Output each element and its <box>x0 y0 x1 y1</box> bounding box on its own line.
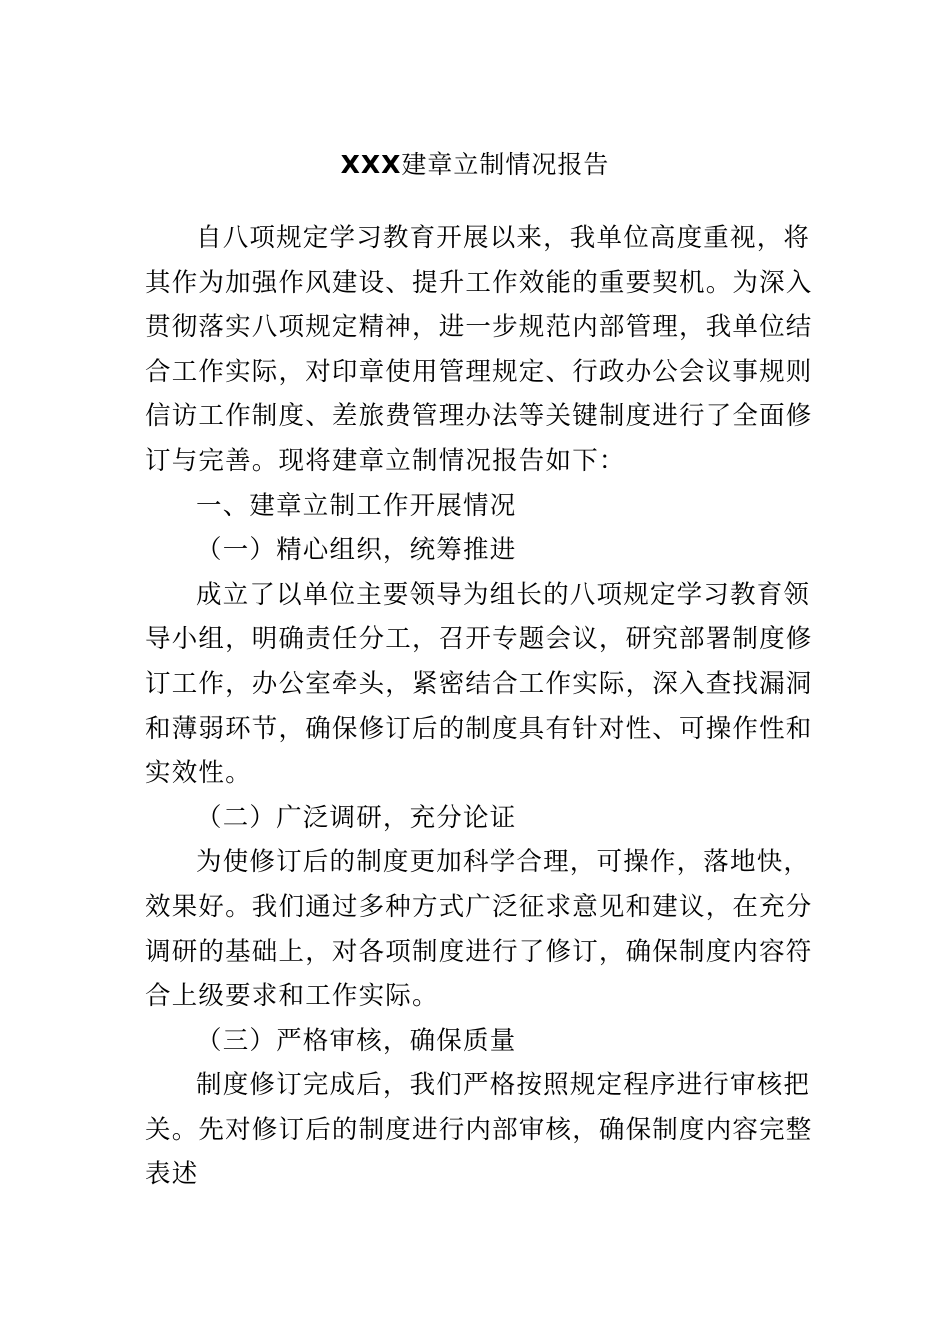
body-line: 自八项规定学习教育开展以来，我单位高度重视，将 <box>196 223 811 253</box>
body-line: 合工作实际，对印章使用管理规定、行政办公会议事规则 <box>145 356 813 387</box>
title-prefix: XXX <box>340 150 402 179</box>
body-line: 效果好。我们通过多种方式广泛征求意见和建议，在充分 <box>145 891 813 922</box>
body-line: 关。先对修订后的制度进行内部审核，确保制度内容完整 <box>145 1114 813 1145</box>
body-line: 实效性。 <box>145 758 252 789</box>
body-line: 其作为加强作风建设、提升工作效能的重要契机。为深入 <box>145 267 813 298</box>
body-line: 为使修订后的制度更加科学合理，可操作，落地快， <box>196 847 811 878</box>
body-line: 贯彻落实八项规定精神，进一步规范内部管理，我单位结 <box>145 312 813 343</box>
body-line: 和薄弱环节，确保修订后的制度具有针对性、可操作性和 <box>145 713 813 744</box>
body-line: （二）广泛调研，充分论证 <box>196 802 517 833</box>
body-line: 一、建章立制工作开展情况 <box>196 490 517 521</box>
body-line: 合上级要求和工作实际。 <box>145 981 439 1012</box>
body-line: 调研的基础上，对各项制度进行了修订，确保制度内容符 <box>145 936 813 967</box>
body-line: 订工作，办公室牵头，紧密结合工作实际，深入查找漏洞 <box>145 668 813 699</box>
body-line: （一）精心组织，统筹推进 <box>196 535 517 566</box>
body-line: 订与完善。现将建章立制情况报告如下： <box>145 445 626 476</box>
document-title <box>0 145 950 185</box>
document-body <box>145 216 813 1197</box>
body-line: （三）严格审核，确保质量 <box>196 1025 517 1056</box>
title-text: 建章立制情况报告 <box>401 150 610 179</box>
body-line: 表述 <box>145 1159 199 1190</box>
body-line: 成立了以单位主要领导为组长的八项规定学习教育领 <box>196 579 811 610</box>
body-line: 信访工作制度、差旅费管理办法等关键制度进行了全面修 <box>145 401 813 432</box>
body-line: 导小组，明确责任分工，召开专题会议，研究部署制度修 <box>145 624 813 655</box>
body-line: 制度修订完成后，我们严格按照规定程序进行审核把 <box>196 1070 811 1101</box>
